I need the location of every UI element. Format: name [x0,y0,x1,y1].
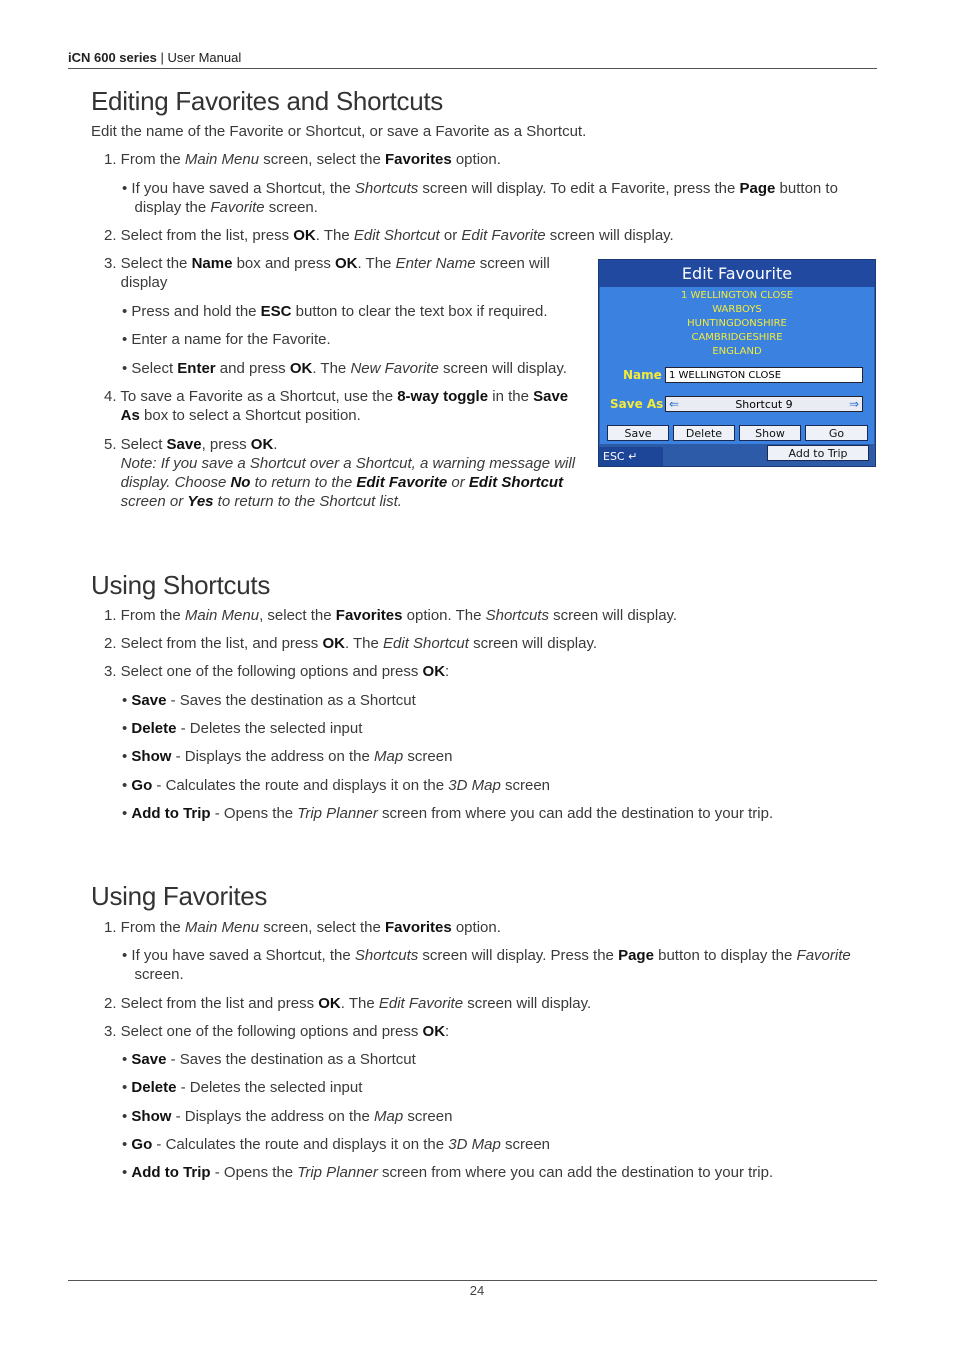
shortcuts-option-add-to-trip: • Add to Trip - Opens the Trip Planner screen from where you can add the destination to your trip. [122,805,774,822]
esc-button[interactable] [599,447,663,466]
section-intro: Edit the name of the Favorite or Shortcut, or save a Favorite as a Shortcut. [91,123,587,140]
favorites-step-2: 2. Select from the list and press OK. The Edit Favorite screen will display. [104,995,592,1012]
favorites-option-show: • Show - Displays the address on the Map screen [122,1108,453,1125]
step-3: 3. Select the Name box and press OK. The Enter Name screen will display [104,255,550,291]
shortcuts-option-delete: • Delete - Deletes the selected input [122,720,363,737]
favorites-option-save: • Save - Saves the destination as a Shortcut [122,1051,416,1068]
running-header [68,50,241,65]
favorites-step-1-note: • If you have saved a Shortcut, the Shortcuts screen will display. Press the Page button to display the Favorite screen. [122,947,851,983]
page-number: 24 [469,1283,485,1298]
section-title-editing: Editing Favorites and Shortcuts [91,86,443,116]
favorites-option-delete: • Delete - Deletes the selected input [122,1079,363,1096]
save-as-label: Save As [610,397,664,411]
shortcuts-step-2: 2. Select from the list, and press OK. The Edit Shortcut screen will display. [104,635,598,652]
step-5: 5. Select Save, press OK. Note: If you save a Shortcut over a Shortcut, a warning message will display. Choose No to return to the Edit Favorite or Edit Shortcut screen or Yes to return to the Shortcut list. [104,436,576,510]
arrow-right-icon[interactable]: ⇒ [848,397,859,411]
shortcuts-option-go: • Go - Calculates the route and displays it on the 3D Map screen [122,777,551,794]
shortcuts-step-3: 3. Select one of the following options and press OK: [104,663,450,680]
section-title-favorites: Using Favorites [91,881,268,911]
device-title: Edit Favourite [599,260,875,287]
save-as-value: Shortcut 9 [735,398,793,411]
add-to-trip-button[interactable]: Add to Trip [767,445,869,461]
device-screenshot [598,259,876,467]
step-3-bullet-2: • Enter a name for the Favorite. [122,331,331,348]
name-field[interactable]: 1 WELLINGTON CLOSE [665,367,863,383]
esc-label: ESC [603,450,625,463]
section-title-shortcuts: Using Shortcuts [91,570,271,600]
shortcuts-option-show: • Show - Displays the address on the Map screen [122,748,453,765]
save-button[interactable]: Save [607,425,669,441]
step-3-bullet-1: • Press and hold the ESC button to clear the text box if required. [122,303,548,320]
address-line: HUNTINGDONSHIRE [687,318,787,329]
favorites-step-1: 1. From the Main Menu screen, select the Favorites option. [104,919,501,936]
address-line: WARBOYS [712,304,762,315]
header-separator: | [156,50,168,65]
save-as-selector[interactable] [665,396,863,412]
step-1: 1. From the Main Menu screen, select the Favorites option. [104,151,501,168]
footer-rule [68,1280,877,1281]
name-label: Name [623,368,662,382]
step-3-bullet-3: • Select Enter and press OK. The New Favorite screen will display. [122,360,567,377]
series-name: iCN 600 series [68,50,157,65]
shortcuts-step-1: 1. From the Main Menu, select the Favorites option. The Shortcuts screen will display. [104,607,678,624]
favorites-option-go: • Go - Calculates the route and displays it on the 3D Map screen [122,1136,551,1153]
back-arrow-icon: ↵ [628,450,638,463]
address-line: 1 WELLINGTON CLOSE [680,290,794,301]
delete-button[interactable]: Delete [673,425,735,441]
show-button[interactable]: Show [739,425,801,441]
step-2: 2. Select from the list, press OK. The Edit Shortcut or Edit Favorite screen will display. [104,227,674,244]
go-button[interactable]: Go [805,425,868,441]
step-1-note: • If you have saved a Shortcut, the Shortcuts screen will display. To edit a Favorite, press the Page button to display the Favorite screen. [122,180,838,216]
favorites-option-add-to-trip: • Add to Trip - Opens the Trip Planner screen from where you can add the destination to your trip. [122,1164,774,1181]
manual-name: User Manual [167,50,242,65]
arrow-left-icon[interactable]: ⇐ [669,397,680,411]
favorites-step-3: 3. Select one of the following options and press OK: [104,1023,450,1040]
step-4: 4. To save a Favorite as a Shortcut, use the 8-way toggle in the Save As box to select a Shortcut position. [104,388,569,424]
header-rule [68,68,877,69]
address-line: ENGLAND [712,346,762,357]
shortcuts-option-save: • Save - Saves the destination as a Shortcut [122,692,416,709]
address-line: CAMBRIDGESHIRE [691,332,783,343]
